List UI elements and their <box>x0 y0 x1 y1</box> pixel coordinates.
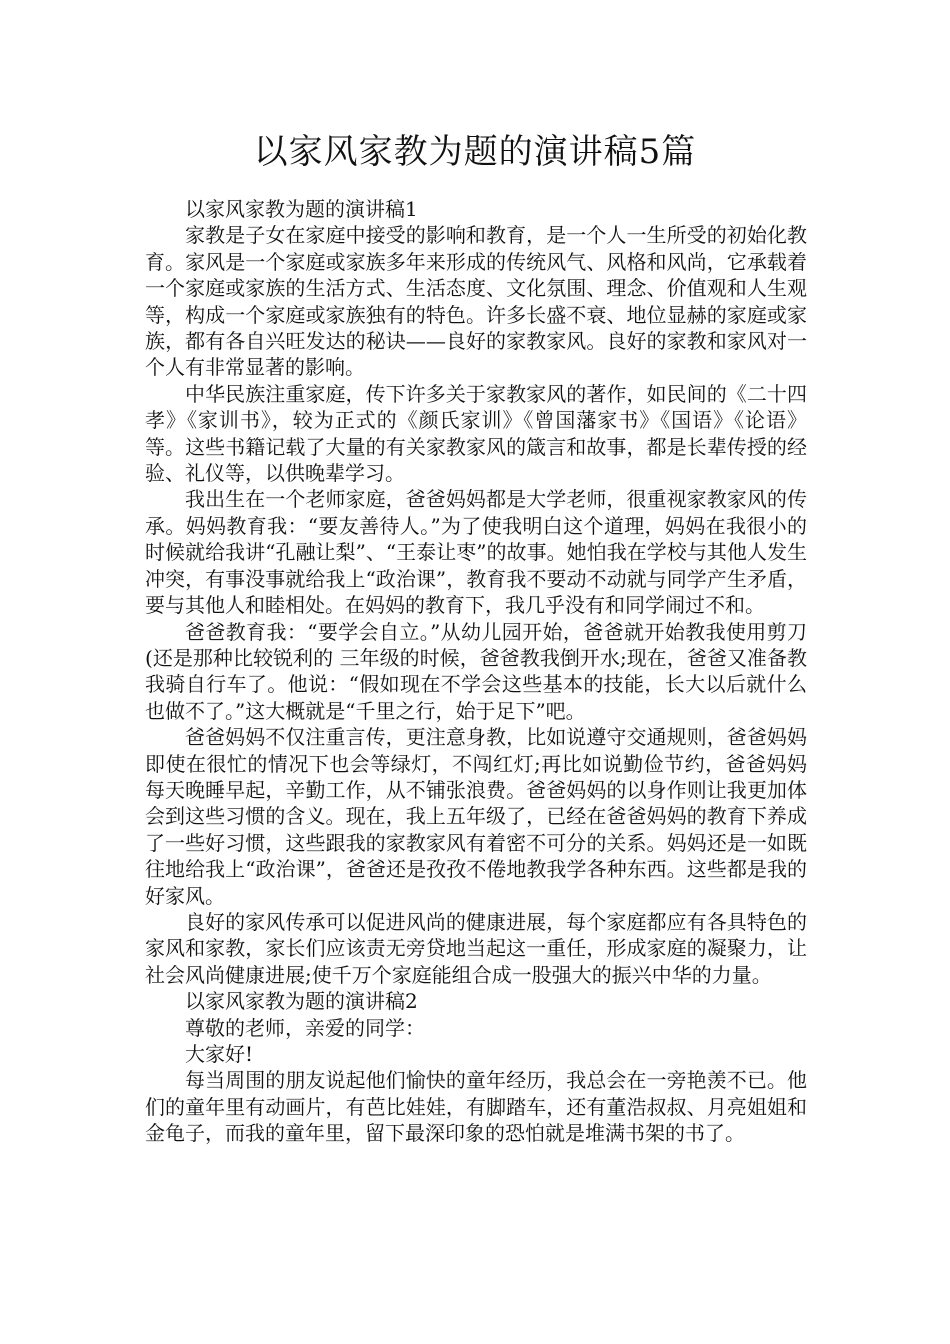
paragraph: 每当周围的朋友说起他们愉快的童年经历，我总会在一旁艳羡不已。他们的童年里有动画片，有芭比娃娃，有脚踏车，还有董浩叔叔、月亮姐姐和金龟子，而我的童年里，留下最深印象的恐怕就是堆满书架的书了。 <box>145 1068 807 1146</box>
paragraph: 良好的家风传承可以促进风尚的健康进展，每个家庭都应有各具特色的家风和家教，家长们应该责无旁贷地当起这一重任，形成家庭的凝聚力，让社会风尚健康进展;使千万个家庭能组合成一股强大的振兴中华的力量。 <box>145 909 807 987</box>
document-body <box>145 196 807 1147</box>
paragraph: 爸爸教育我：“要学会自立。”从幼儿园开始，爸爸就开始教我使用剪刀(还是那种比较锐利的 三年级的时候，爸爸教我倒开水;现在，爸爸又准备教我骑自行车了。他说：“假如现在不学会这些基本的技能，长大以后就什么也做不了。”这大概就是“千里之行，始于足下”吧。 <box>145 619 807 723</box>
document-title: 以家风家教为题的演讲稿5篇 <box>253 132 697 172</box>
paragraph: 中华民族注重家庭，传下许多关于家教家风的著作，如民间的《二十四孝》《家训书》，较为正式的《颜氏家训》《曾国藩家书》《国语》《论语》等。这些书籍记载了大量的有关家教家风的箴言和故事，都是长辈传授的经验、礼仪等，以供晚辈学习。 <box>145 381 807 486</box>
section-heading-1: 以家风家教为题的演讲稿1 <box>185 197 418 221</box>
paragraph: 家教是子女在家庭中接受的影响和教育，是一个人一生所受的初始化教育。家风是一个家庭或家族多年来形成的传统风气、风格和风尚，它承载着一个家庭或家族的生活方式、生活态度、文化氛围、理念、价值观和人生观等，构成一个家庭或家族独有的特色。许多长盛不衰、地位显赫的家庭或家族，都有各自兴旺发达的秘诀——良好的家教家风。良好的家教和家风对一个人有非常显著的影响。 <box>145 223 807 380</box>
salutation: 尊敬的老师，亲爱的同学： <box>185 1015 425 1040</box>
section-heading-2: 以家风家教为题的演讲稿2 <box>185 989 418 1014</box>
paragraph: 我出生在一个老师家庭，爸爸妈妈都是大学老师，很重视家教家风的传承。妈妈教育我：“要友善待人。”为了使我明白这个道理，妈妈在我很小的时候就给我讲“孔融让梨”、“王泰让枣”的故事。她怕我在学校与其他人发生冲突，有事没事就给我上“政治课”，教育我不要动不动就与同学产生矛盾，要与其他人和睦相处。在妈妈的教育下，我几乎没有和同学闹过不和。 <box>145 487 807 618</box>
paragraph: 爸爸妈妈不仅注重言传，更注意身教，比如说遵守交通规则，爸爸妈妈即使在很忙的情况下也会等绿灯，不闯红灯;再比如说勤俭节约，爸爸妈妈每天晚睡早起，辛勤工作，从不铺张浪费。爸爸妈妈的以身作则让我更加体会到这些习惯的含义。现在，我上五年级了，已经在爸爸妈妈的教育下养成了一些好习惯，这些跟我的家教家风有着密不可分的关系。妈妈还是一如既往地给我上“政治课”，爸爸还是孜孜不倦地教我学各种东西。这些都是我的好家风。 <box>145 725 807 908</box>
greeting: 大家好! <box>185 1042 254 1066</box>
